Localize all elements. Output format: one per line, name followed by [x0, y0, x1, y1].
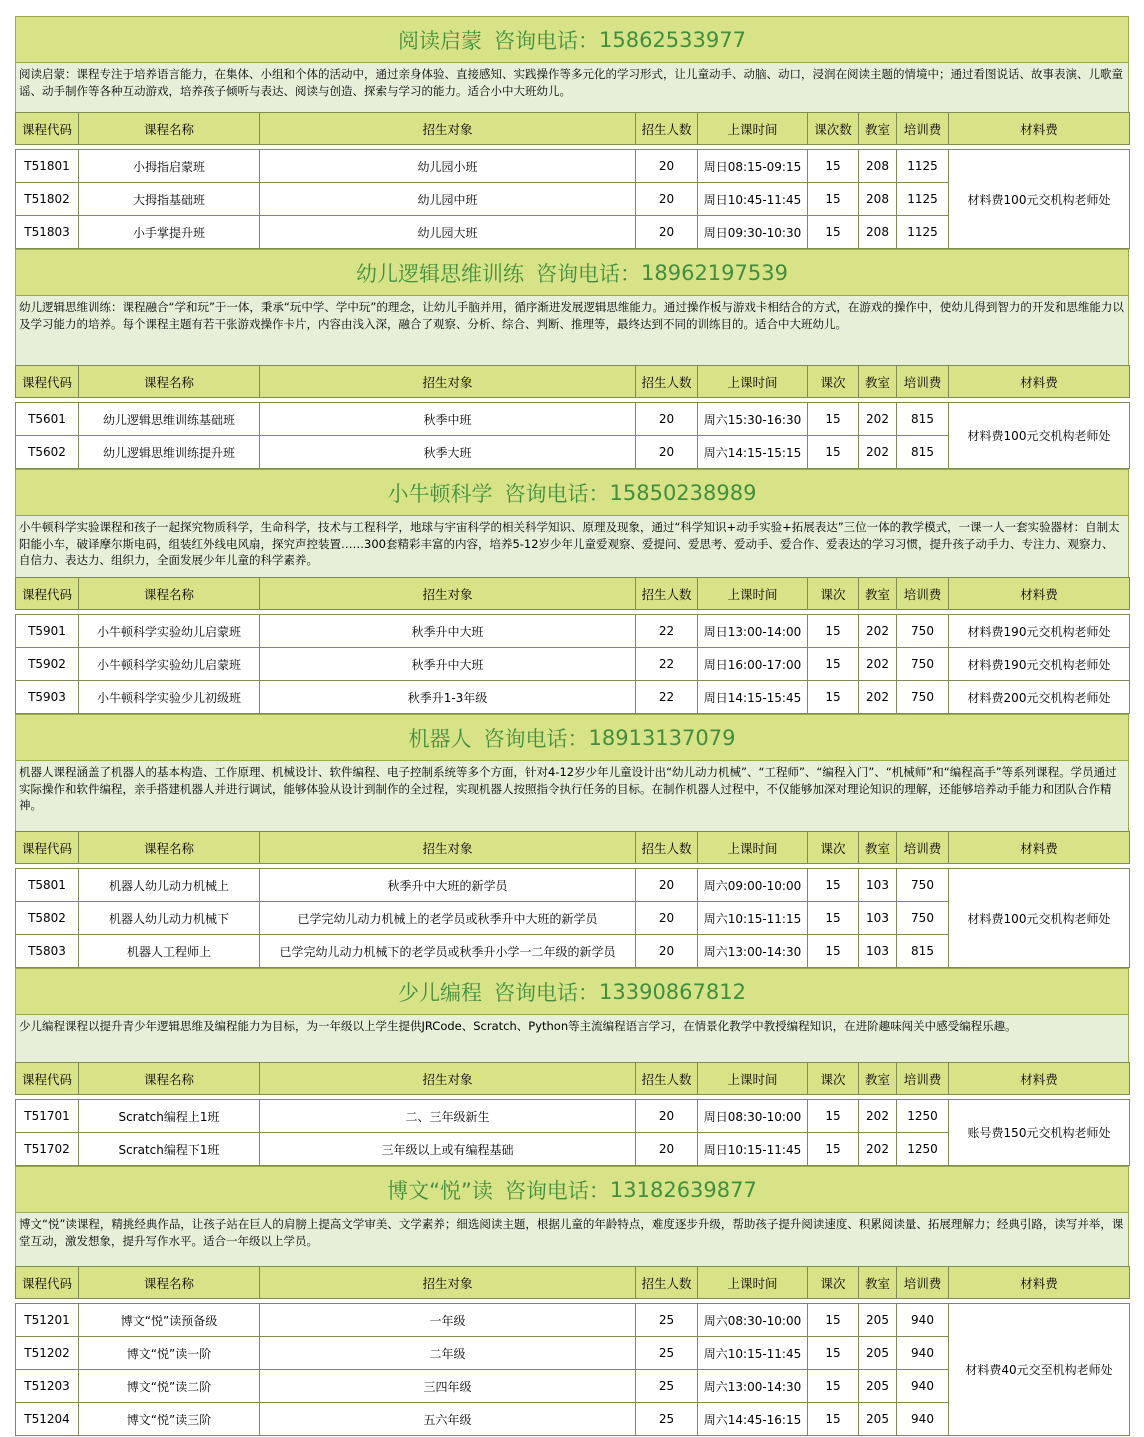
- table-row: [16, 869, 1130, 902]
- table-cell: 205: [859, 1403, 897, 1436]
- phone-number: 13390867812: [599, 979, 746, 1004]
- table-row: [16, 648, 1130, 681]
- table-cell: 25: [636, 1304, 698, 1337]
- table-cell: 750: [897, 869, 949, 902]
- table-cell: 15: [808, 403, 859, 436]
- course-table: [15, 365, 1130, 469]
- table-cell: 20: [636, 150, 698, 183]
- table-header-row: [16, 366, 1130, 398]
- table-cell: 202: [859, 403, 897, 436]
- table-cell: 202: [859, 1100, 897, 1133]
- column-header: 教室: [859, 1267, 897, 1299]
- column-header: 培训费: [897, 1267, 949, 1299]
- column-header: 课程名称: [79, 832, 260, 864]
- table-cell: 小牛顿科学实验少儿初级班: [79, 681, 260, 714]
- table-cell: T51201: [16, 1304, 79, 1337]
- table-cell: 202: [859, 436, 897, 469]
- table-cell: 幼儿园小班: [260, 150, 636, 183]
- course-sheet: [15, 16, 1129, 1436]
- table-cell: 博文“悦”读二阶: [79, 1370, 260, 1403]
- table-cell: 二年级: [260, 1337, 636, 1370]
- table-cell: 103: [859, 869, 897, 902]
- phone-label: 咨询电话：: [494, 28, 599, 53]
- table-row: [16, 681, 1130, 714]
- table-cell: 大拇指基础班: [79, 183, 260, 216]
- table-cell: 15: [808, 1133, 859, 1166]
- table-cell: T5901: [16, 615, 79, 648]
- section-name: 阅读启蒙: [398, 28, 482, 53]
- section-description: 机器人课程涵盖了机器人的基本构造、工作原理、机械设计、软件编程、电子控制系统等多个方面，针对4-12岁少年儿童设计出“幼儿动力机械”、“工程师”、“编程入门”、“机械师”和“编程高手”等系列课程。学员通过实际操作和软件编程，亲手搭建机器人并进行调试，能够体验从设计到制作的全过程，实现机器人按照指令执行任务的目标。在制作机器人过程中，不仅能够加深对理论知识的理解，还能够培养动手能力和团队合作精神。: [15, 760, 1129, 831]
- column-header: 课程名称: [79, 366, 260, 398]
- table-cell: 周日08:15-09:15: [698, 150, 808, 183]
- table-cell: 三年级以上或有编程基础: [260, 1133, 636, 1166]
- table-cell: 周日08:30-10:00: [698, 1100, 808, 1133]
- section-description: 阅读启蒙：课程专注于培养语言能力，在集体、小组和个体的活动中，通过亲身体验、直接感知、实践操作等多元化的学习形式，让儿童动手、动脑、动口，浸润在阅读主题的情境中；通过看图说话、故事表演、儿歌童谣、动手制作等各种互动游戏，培养孩子倾听与表达、阅读与创造、探索与学习的能力。适合小中大班幼儿。: [15, 62, 1129, 112]
- section-title: [15, 968, 1129, 1014]
- table-cell: T51203: [16, 1370, 79, 1403]
- table-cell: 202: [859, 681, 897, 714]
- table-cell: 15: [808, 648, 859, 681]
- table-cell: T5903: [16, 681, 79, 714]
- column-header: 课程代码: [16, 832, 79, 864]
- phone-number: 18913137079: [588, 725, 736, 750]
- table-cell: 1125: [897, 183, 949, 216]
- column-header: 课程名称: [79, 1267, 260, 1299]
- column-header: 招生人数: [636, 1267, 698, 1299]
- material-fee: 材料费100元交机构老师处: [949, 403, 1130, 469]
- section-title: [15, 469, 1129, 515]
- table-cell: 15: [808, 681, 859, 714]
- table-cell: 940: [897, 1337, 949, 1370]
- table-cell: 1250: [897, 1100, 949, 1133]
- table-cell: 小牛顿科学实验幼儿启蒙班: [79, 615, 260, 648]
- table-cell: T51202: [16, 1337, 79, 1370]
- table-cell: 103: [859, 902, 897, 935]
- table-cell: 940: [897, 1403, 949, 1436]
- table-cell: 20: [636, 403, 698, 436]
- column-header: 教室: [859, 113, 897, 145]
- table-cell: 15: [808, 869, 859, 902]
- phone-number: 18962197539: [641, 260, 788, 285]
- table-cell: T51803: [16, 216, 79, 249]
- table-cell: 750: [897, 648, 949, 681]
- table-cell: 205: [859, 1370, 897, 1403]
- table-cell: T51204: [16, 1403, 79, 1436]
- column-header: 课程代码: [16, 1267, 79, 1299]
- column-header: 课次: [808, 578, 859, 610]
- material-fee: 账号费150元交机构老师处: [949, 1100, 1130, 1166]
- table-cell: 15: [808, 902, 859, 935]
- section-title: [15, 16, 1129, 62]
- column-header: 上课时间: [698, 832, 808, 864]
- column-header: 教室: [859, 832, 897, 864]
- column-header: 课程名称: [79, 113, 260, 145]
- table-cell: 周日16:00-17:00: [698, 648, 808, 681]
- course-table: [15, 831, 1130, 968]
- section-name: 幼儿逻辑思维训练: [356, 261, 524, 286]
- table-cell: 机器人幼儿动力机械上: [79, 869, 260, 902]
- table-cell: 815: [897, 436, 949, 469]
- phone-label: 咨询电话：: [494, 980, 599, 1005]
- column-header: 招生人数: [636, 113, 698, 145]
- column-header: 课次: [808, 1063, 859, 1095]
- column-header: 上课时间: [698, 366, 808, 398]
- table-cell: 15: [808, 183, 859, 216]
- table-cell: T5803: [16, 935, 79, 968]
- material-fee: 材料费100元交机构老师处: [949, 869, 1130, 968]
- table-cell: 幼儿园大班: [260, 216, 636, 249]
- column-header: 课程代码: [16, 366, 79, 398]
- table-cell: 周六10:15-11:45: [698, 1337, 808, 1370]
- table-cell: 五六年级: [260, 1403, 636, 1436]
- table-cell: 机器人工程师上: [79, 935, 260, 968]
- column-header: 教室: [859, 366, 897, 398]
- table-cell: 周六09:00-10:00: [698, 869, 808, 902]
- section-description: 幼儿逻辑思维训练：课程融合“学和玩”于一体，秉承“玩中学、学中玩”的理念，让幼儿手脑并用，循序渐进发展逻辑思维能力。通过操作板与游戏卡相结合的方式，在游戏的操作中，使幼儿得到智力的开发和思维能力以及学习能力的培养。每个课程主题有若干张游戏操作卡片，内容由浅入深，融合了观察、分析、综合、判断、推理等，最终达到不同的训练目的。适合中大班幼儿。: [15, 295, 1129, 365]
- material-fee: 材料费200元交机构老师处: [949, 681, 1130, 714]
- table-cell: 20: [636, 436, 698, 469]
- section-name: 博文“悦”读: [387, 1178, 493, 1203]
- column-header: 教室: [859, 1063, 897, 1095]
- table-cell: 20: [636, 1133, 698, 1166]
- table-cell: 815: [897, 403, 949, 436]
- material-fee: 材料费190元交机构老师处: [949, 615, 1130, 648]
- table-cell: 208: [859, 183, 897, 216]
- table-cell: Scratch编程上1班: [79, 1100, 260, 1133]
- table-cell: 22: [636, 615, 698, 648]
- table-cell: 小手掌提升班: [79, 216, 260, 249]
- table-cell: T5602: [16, 436, 79, 469]
- table-cell: 205: [859, 1337, 897, 1370]
- section-title: [15, 714, 1129, 760]
- table-cell: 周六10:15-11:15: [698, 902, 808, 935]
- table-cell: 15: [808, 216, 859, 249]
- column-header: 招生对象: [260, 1267, 636, 1299]
- table-cell: 15: [808, 150, 859, 183]
- column-header: 培训费: [897, 113, 949, 145]
- table-cell: 15: [808, 935, 859, 968]
- table-cell: 博文“悦”读预备级: [79, 1304, 260, 1337]
- section-name: 小牛顿科学: [387, 481, 493, 506]
- table-cell: 202: [859, 648, 897, 681]
- table-cell: 15: [808, 1370, 859, 1403]
- table-cell: 周六14:45-16:15: [698, 1403, 808, 1436]
- table-cell: 940: [897, 1304, 949, 1337]
- table-cell: T51701: [16, 1100, 79, 1133]
- table-cell: 22: [636, 681, 698, 714]
- phone-label: 咨询电话：: [504, 481, 610, 506]
- course-table: [15, 112, 1130, 249]
- phone-label: 咨询电话：: [536, 261, 641, 286]
- column-header: 材料费: [949, 832, 1130, 864]
- table-cell: 周六13:00-14:30: [698, 1370, 808, 1403]
- table-row: [16, 403, 1130, 436]
- table-cell: T51802: [16, 183, 79, 216]
- table-cell: 25: [636, 1370, 698, 1403]
- table-cell: 周日10:15-11:45: [698, 1133, 808, 1166]
- table-header-row: [16, 832, 1130, 864]
- material-fee: 材料费40元交至机构老师处: [949, 1304, 1130, 1436]
- column-header: 材料费: [949, 578, 1130, 610]
- table-cell: 三四年级: [260, 1370, 636, 1403]
- table-cell: 20: [636, 935, 698, 968]
- column-header: 培训费: [897, 366, 949, 398]
- table-cell: 周日09:30-10:30: [698, 216, 808, 249]
- material-fee: 材料费100元交机构老师处: [949, 150, 1130, 249]
- phone-number: 15850238989: [609, 480, 757, 505]
- column-header: 课次: [808, 366, 859, 398]
- table-row: [16, 615, 1130, 648]
- column-header: 上课时间: [698, 1063, 808, 1095]
- table-cell: 秋季升中大班: [260, 648, 636, 681]
- table-cell: T51801: [16, 150, 79, 183]
- course-table: [15, 1062, 1130, 1166]
- column-header: 教室: [859, 578, 897, 610]
- column-header: 招生对象: [260, 578, 636, 610]
- column-header: 招生对象: [260, 1063, 636, 1095]
- table-cell: 15: [808, 1100, 859, 1133]
- table-cell: 25: [636, 1337, 698, 1370]
- table-cell: 20: [636, 1100, 698, 1133]
- table-cell: 幼儿园中班: [260, 183, 636, 216]
- material-fee: 材料费190元交机构老师处: [949, 648, 1130, 681]
- table-cell: 机器人幼儿动力机械下: [79, 902, 260, 935]
- table-cell: 1125: [897, 150, 949, 183]
- column-header: 课次: [808, 1267, 859, 1299]
- table-cell: 周六14:15-15:15: [698, 436, 808, 469]
- table-cell: 202: [859, 615, 897, 648]
- column-header: 培训费: [897, 832, 949, 864]
- column-header: 招生对象: [260, 366, 636, 398]
- table-cell: 15: [808, 1337, 859, 1370]
- table-header-row: [16, 113, 1130, 145]
- phone-number: 13182639877: [609, 1177, 757, 1202]
- table-row: [16, 150, 1130, 183]
- table-cell: 750: [897, 681, 949, 714]
- table-header-row: [16, 1267, 1130, 1299]
- table-cell: 周日14:15-15:45: [698, 681, 808, 714]
- column-header: 培训费: [897, 578, 949, 610]
- table-cell: 已学完幼儿动力机械下的老学员或秋季升小学一二年级的新学员: [260, 935, 636, 968]
- table-cell: 750: [897, 615, 949, 648]
- column-header: 课程代码: [16, 113, 79, 145]
- table-cell: T5902: [16, 648, 79, 681]
- section-title: [15, 1166, 1129, 1212]
- table-cell: 20: [636, 869, 698, 902]
- column-header: 招生人数: [636, 1063, 698, 1095]
- column-header: 课次数: [808, 113, 859, 145]
- table-cell: 208: [859, 150, 897, 183]
- section-title: [15, 249, 1129, 295]
- table-cell: 15: [808, 1403, 859, 1436]
- table-cell: 幼儿逻辑思维训练提升班: [79, 436, 260, 469]
- table-cell: 周六08:30-10:00: [698, 1304, 808, 1337]
- column-header: 招生人数: [636, 366, 698, 398]
- table-cell: T51702: [16, 1133, 79, 1166]
- column-header: 课程代码: [16, 578, 79, 610]
- column-header: 上课时间: [698, 1267, 808, 1299]
- phone-number: 15862533977: [599, 27, 746, 52]
- table-cell: 15: [808, 436, 859, 469]
- table-cell: 22: [636, 648, 698, 681]
- table-header-row: [16, 1063, 1130, 1095]
- table-cell: 25: [636, 1403, 698, 1436]
- table-cell: 一年级: [260, 1304, 636, 1337]
- section-name: 少儿编程: [398, 980, 482, 1005]
- table-cell: Scratch编程下1班: [79, 1133, 260, 1166]
- section-description: 少儿编程课程以提升青少年逻辑思维及编程能力为目标，为一年级以上学生提供JRCode、Scratch、Python等主流编程语言学习，在情景化教学中教授编程知识，在进阶趣味闯关中感受编程乐趣。: [15, 1014, 1129, 1062]
- table-cell: 周六13:00-14:30: [698, 935, 808, 968]
- table-cell: 周日13:00-14:00: [698, 615, 808, 648]
- course-table: [15, 1266, 1130, 1436]
- table-cell: T5601: [16, 403, 79, 436]
- table-cell: 二、三年级新生: [260, 1100, 636, 1133]
- table-cell: 小牛顿科学实验幼儿启蒙班: [79, 648, 260, 681]
- column-header: 材料费: [949, 366, 1130, 398]
- column-header: 上课时间: [698, 578, 808, 610]
- table-cell: 秋季大班: [260, 436, 636, 469]
- table-cell: 秋季中班: [260, 403, 636, 436]
- table-cell: 20: [636, 183, 698, 216]
- table-cell: 秋季升1-3年级: [260, 681, 636, 714]
- table-cell: 幼儿逻辑思维训练基础班: [79, 403, 260, 436]
- column-header: 上课时间: [698, 113, 808, 145]
- table-cell: T5801: [16, 869, 79, 902]
- table-row: [16, 1100, 1130, 1133]
- table-cell: 750: [897, 902, 949, 935]
- phone-label: 咨询电话：: [483, 726, 589, 751]
- phone-label: 咨询电话：: [504, 1178, 610, 1203]
- table-cell: 博文“悦”读一阶: [79, 1337, 260, 1370]
- column-header: 招生人数: [636, 832, 698, 864]
- table-cell: 202: [859, 1133, 897, 1166]
- table-cell: 周日10:45-11:45: [698, 183, 808, 216]
- table-cell: 940: [897, 1370, 949, 1403]
- table-cell: 1125: [897, 216, 949, 249]
- column-header: 招生人数: [636, 578, 698, 610]
- table-cell: 周六15:30-16:30: [698, 403, 808, 436]
- section-description: 小牛顿科学实验课程和孩子一起探究物质科学，生命科学，技术与工程科学，地球与宇宙科学的相关科学知识、原理及现象，通过“科学知识+动手实验+拓展表达”三位一体的教学模式，一课一人一套实验器材：自制太阳能小车，破译摩尔斯电码，组装红外线电风扇，探究声控装置……300套精彩丰富的内容，培养5-12岁少年儿童爱观察、爱提问、爱思考、爱动手、爱合作、爱表达的学习习惯，提升孩子动手力、专注力、观察力、自信力、表达力、组织力，全面发展少年儿童的科学素养。: [15, 515, 1129, 577]
- table-cell: 博文“悦”读三阶: [79, 1403, 260, 1436]
- table-cell: T5802: [16, 902, 79, 935]
- table-cell: 815: [897, 935, 949, 968]
- table-row: [16, 1304, 1130, 1337]
- table-cell: 15: [808, 615, 859, 648]
- column-header: 材料费: [949, 113, 1130, 145]
- course-table: [15, 577, 1130, 714]
- table-cell: 20: [636, 902, 698, 935]
- column-header: 课次: [808, 832, 859, 864]
- table-cell: 15: [808, 1304, 859, 1337]
- column-header: 课程名称: [79, 1063, 260, 1095]
- table-cell: 20: [636, 216, 698, 249]
- table-cell: 208: [859, 216, 897, 249]
- column-header: 培训费: [897, 1063, 949, 1095]
- table-cell: 已学完幼儿动力机械上的老学员或秋季升中大班的新学员: [260, 902, 636, 935]
- table-cell: 1250: [897, 1133, 949, 1166]
- column-header: 课程名称: [79, 578, 260, 610]
- column-header: 材料费: [949, 1267, 1130, 1299]
- column-header: 材料费: [949, 1063, 1130, 1095]
- column-header: 招生对象: [260, 832, 636, 864]
- table-cell: 205: [859, 1304, 897, 1337]
- table-header-row: [16, 578, 1130, 610]
- table-cell: 小拇指启蒙班: [79, 150, 260, 183]
- section-name: 机器人: [408, 726, 472, 751]
- table-cell: 103: [859, 935, 897, 968]
- table-cell: 秋季升中大班: [260, 615, 636, 648]
- column-header: 招生对象: [260, 113, 636, 145]
- column-header: 课程代码: [16, 1063, 79, 1095]
- section-description: 博文“悦”读课程，精挑经典作品，让孩子站在巨人的肩膀上提高文学审美、文学素养；细选阅读主题，根据儿童的年龄特点，难度逐步升级，帮助孩子提升阅读速度、积累阅读量、拓展理解力；经典引路，读写并举，课堂互动，激发想象，提升写作水平。适合一年级以上学员。: [15, 1212, 1129, 1266]
- table-cell: 秋季升中大班的新学员: [260, 869, 636, 902]
